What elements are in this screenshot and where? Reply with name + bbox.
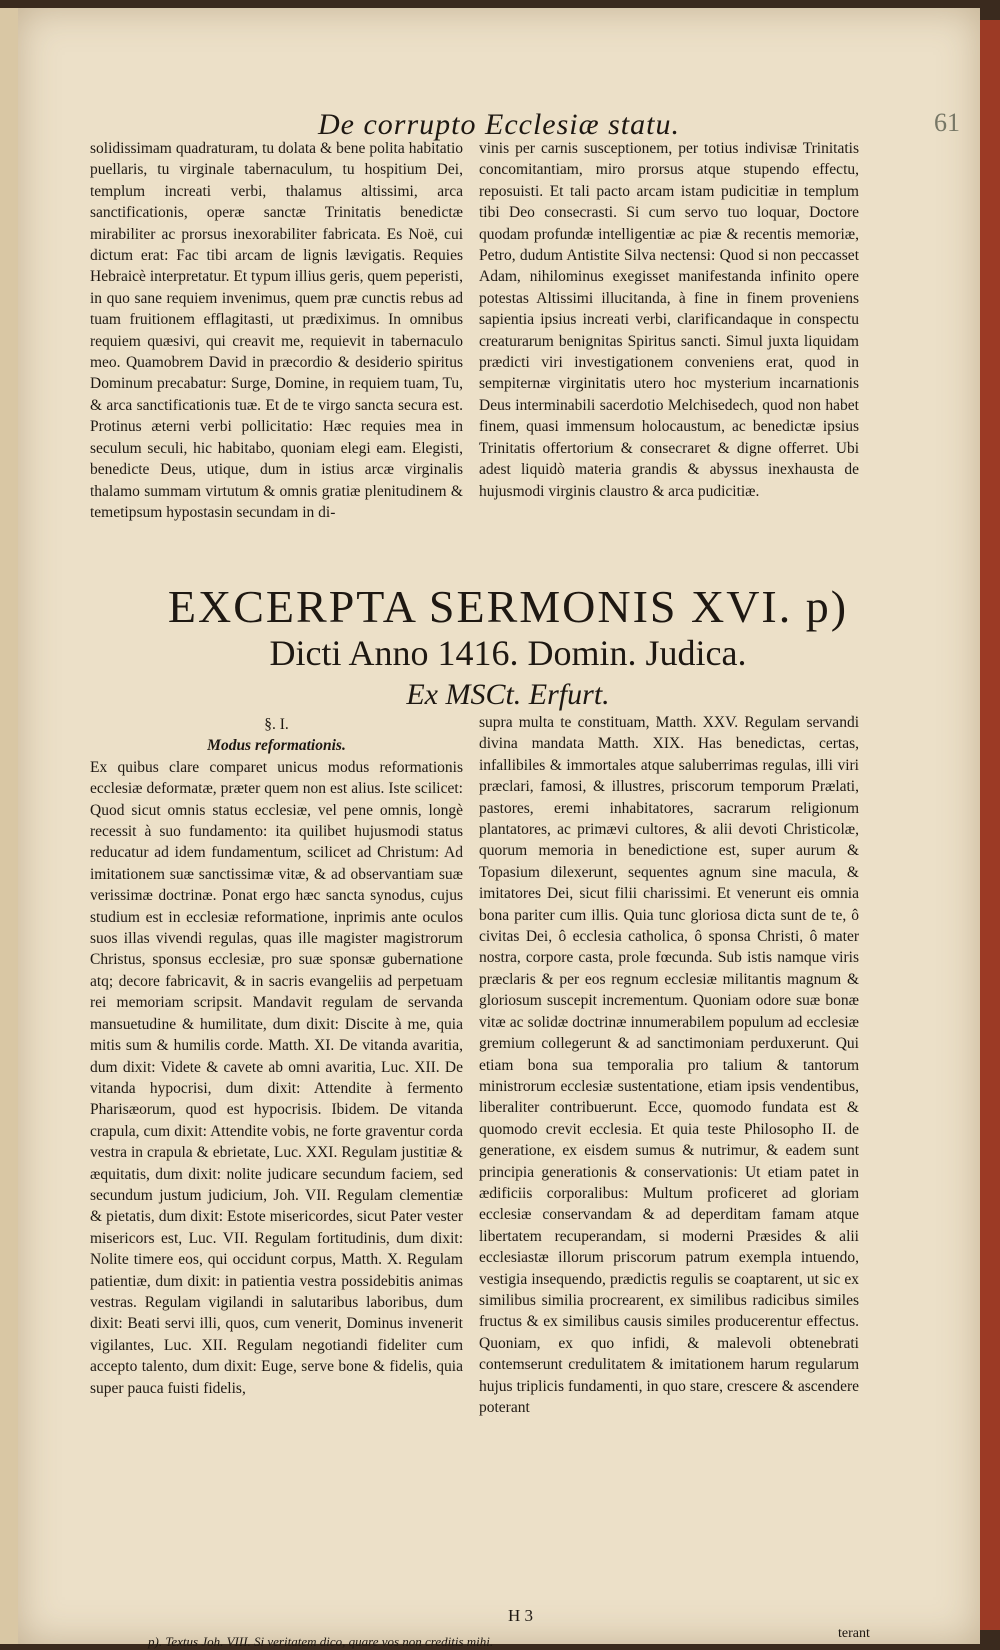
- excerpt-source: Ex MSCt. Erfurt.: [406, 678, 610, 711]
- top-left-column: [90, 138, 463, 523]
- footnote: p). Textus Joh. VIII. Si veritatem dico, quare vos non creditis mihi.: [148, 1634, 494, 1649]
- top-left-text: solidissimam quadraturam, tu dolata & bene polita habitatio puellaris, tu virginale tabernaculum, tu hospitium Dei, templum increati verbi, thalamus altissimi, arca sanctificationis, operæ sanctæ Trinitatis benedictæ mirabiliter ac prorsus inexorabiliter fabricata. Es Noë, cui dictum erat: Fac tibi arcam de lignis lævigatis. Requies Hebraicè interpretatur. Et typum illius geris, quem peperisti, in quo sane requiem invenimus, quem præ cunctis rebus ad tuam fruitionem efflagitasti, ut prædiximus. In omnibus requiem quæsivi, qui creavit me, requievit in tabernaculo meo. Quamobrem David in præcordio & desiderio spiritus Dominum precabatur: Surge, Domine, in requiem tuam, Tu, & arca sanctificationis tuæ. Et de te virgo sancta secura est. Protinus æterni verbi pollicitatio: Hæc requies mea in seculum seculi, hic habitabo, quoniam elegi eam. Elegisti, benedicte Deus, utique, dum in istius arcæ virginalis thalamo summam virtutum & omnis gratiæ plenitudinem & temetipsum hypostasin secundam in di-: [90, 140, 463, 521]
- catchword: terant: [838, 1626, 870, 1641]
- section-title: Modus reformationis.: [207, 737, 346, 755]
- bottom-right-column: [479, 712, 859, 1418]
- book-page: [18, 8, 980, 1649]
- signature-mark: H 3: [508, 1606, 534, 1625]
- bottom-left-column: [90, 714, 463, 1399]
- top-right-text: vinis per carnis susceptionem, per totius indivisæ Trinitatis concomitantiam, miro prorsus atque stupendo effectu, reposuisti. Et tali pacto arcam istam pudicitiæ in templum tibi Deo consecrasti. Si cum servo tuo loquar, Doctore quodam profundæ intelligentiæ ac piæ & recentis memoriæ, Petro, dudum Antistite Silva nectensi: Quod si non peccasset Adam, nihilominus exegisset manifestanda infinito opere potestas Altissimi illucitanda, à fine in finem proveniens sapientia ipsius increati verbi, clarificandaque in conspectu creaturarum benignitas Spiritus sancti. Simul juxta liquidam prædicti viri investigationem conveniens erat, quod in sempiternæ virginitatis utero hoc mysterium incarnationis Deus interminabili sacerdotio Melchisedech, quod non habet finem, quasi immensum holocaustum, ac benedictæ ipsius Trinitatis offertorium & consecraret & digne offerret. Ubi adest liquidò materia grandis & abyssus inexhausta de hujusmodi virginis claustro & arca pudicitiæ.: [479, 140, 859, 500]
- section-number: §. I.: [264, 716, 289, 733]
- running-head: De corrupto Ecclesiæ statu.: [318, 108, 680, 141]
- book-spine-edge: [0, 8, 18, 1644]
- bottom-right-text: supra multa te constituam, Matth. XXV. Regulam servandi divina mandata Matth. XIX. Has benedictas, certas, infallibiles & immortales atque saluberrimas regulas, illi viri præclari, famosi, & illustres, priscorum temporum Prælati, pastores, eremi inhabitatores, sacrarum religionum plantatores, ac primævi cultores, & alii devoti Christicolæ, quorum memoria in benedictione est, super aurum & Topasium dilexerunt, sequentes agnum sine macula, & imitatores Dei, sicut filii charissimi. Et venerunt eis omnia bona pariter cum illis. Quia tunc gloriosa dicta sunt de te, ô civitas Dei, ô ecclesia catholica, ô sponsa Christi, ô mater nostra, corpore casta, prole fœcunda. Sub istis namque viris præclaris & per eos regnum ecclesiæ militantis magnum & gloriosum suscepit incrementum. Quoniam odore suæ bonæ vitæ ac solidæ doctrinæ innumerabilem populum ad ecclesiæ gremium collegerunt & ad sanctimoniam perduxerunt. Qui etiam bona sua temporalia pro talium & tantorum ministrorum ecclesiæ sustentatione, etiam ipsis vendentibus, liberaliter contribuerunt. Ecce, quomodo fundata est & quomodo crevit ecclesia. Et quia teste Philosopho II. de generatione, ex eisdem sumus & nutrimur, & eadem sunt principia generationis & conservationis: Ut etiam patet in ædificiis corporalibus: Multum proficeret ad gloriam ecclesiæ conservandam & ad deperditam famam atque libertatem recuperandam, si moderni Præsides & alii ecclesiastæ illorum priscorum patrum exempla intuendo, vestigia insequendo, prædictis regulis se coaptarent, ut sic ex similibus similia procrearent, ex similibus radicibus similes fructus & ex similibus causis similes producerentur effectus. Quoniam, ex quo infidi, & malevoli obtenebrati contemserunt credulitatem & imitationem harum regularum hujus triplicis fundamenti, in quo stare, crescere & ascendere poterant: [479, 714, 859, 1416]
- top-right-column: [479, 138, 859, 502]
- page-number: 61: [934, 108, 960, 137]
- bottom-left-text: Ex quibus clare comparet unicus modus reformationis ecclesiæ deformatæ, præter quem non est alius. Iste scilicet: Quod sicut omnis status ecclesiæ, vel pene omnis, longè recessit à suo fundamento: ita quilibet hujusmodi status reducatur ad idem fundamentum, scilicet ad Christum: Ad imitationem suæ sanctissimæ vitæ, & ad observantiam suæ verissimæ doctrinæ. Ponat ergo hæc sancta synodus, cujus studium est in ecclesiæ reformatione, inprimis ante oculos suos illas vivendi regulas, quas ille magister magistrorum Christus, sponsus ecclesiæ, pro suæ sponsæ gubernatione atq; decore fabricavit, & in sacris evangeliis ad perpetuam rei memoriam scripsit. Mandavit regulam de servanda mansuetudine & humilitate, dum dixit: Discite à me, quia mitis sum & humilis corde. Matth. XI. De vitanda avaritia, dum dixit: Videte & cavete ab omni avaritia, Luc. XII. De vitanda hypocrisi, dum dixit: Attendite à fermento Pharisæorum, quod est hypocrisis. Ibidem. De vitanda crapula, cum dixit: Attendite vobis, ne forte graventur corda vestra in crapula & ebrietate, Luc. XXI. Regulam justitiæ & æquitatis, dum dixit: nolite judicare secundum faciem, sed secundum justum judicium, Joh. VII. Regulam clementiæ & pietatis, dum dixit: Estote misericordes, sicut Pater vester misericors est, Luc. VII. Regulam fortitudinis, dum dixit: Nolite timere eos, qui occidunt corpus, Matth. X. Regulam patientiæ, dum dixit: in patientia vestra possidebitis animas vestras. Regulam vigilandi in salutaribus laboribus, dum dixit: Beati servi illi, quos, cum venerit, Dominus invenerit vigilantes, Luc. XII. Regulam negotiandi fideliter cum accepto talento, dum dixit: Euge, serve bone & fidelis, quia super pauca fuisti fidelis,: [90, 758, 463, 1397]
- excerpt-subtitle: Dicti Anno 1416. Domin. Judica.: [269, 633, 747, 673]
- excerpt-title: EXCERPTA SERMONIS XVI. p): [167, 581, 849, 632]
- page-edge-red: [980, 20, 1000, 1630]
